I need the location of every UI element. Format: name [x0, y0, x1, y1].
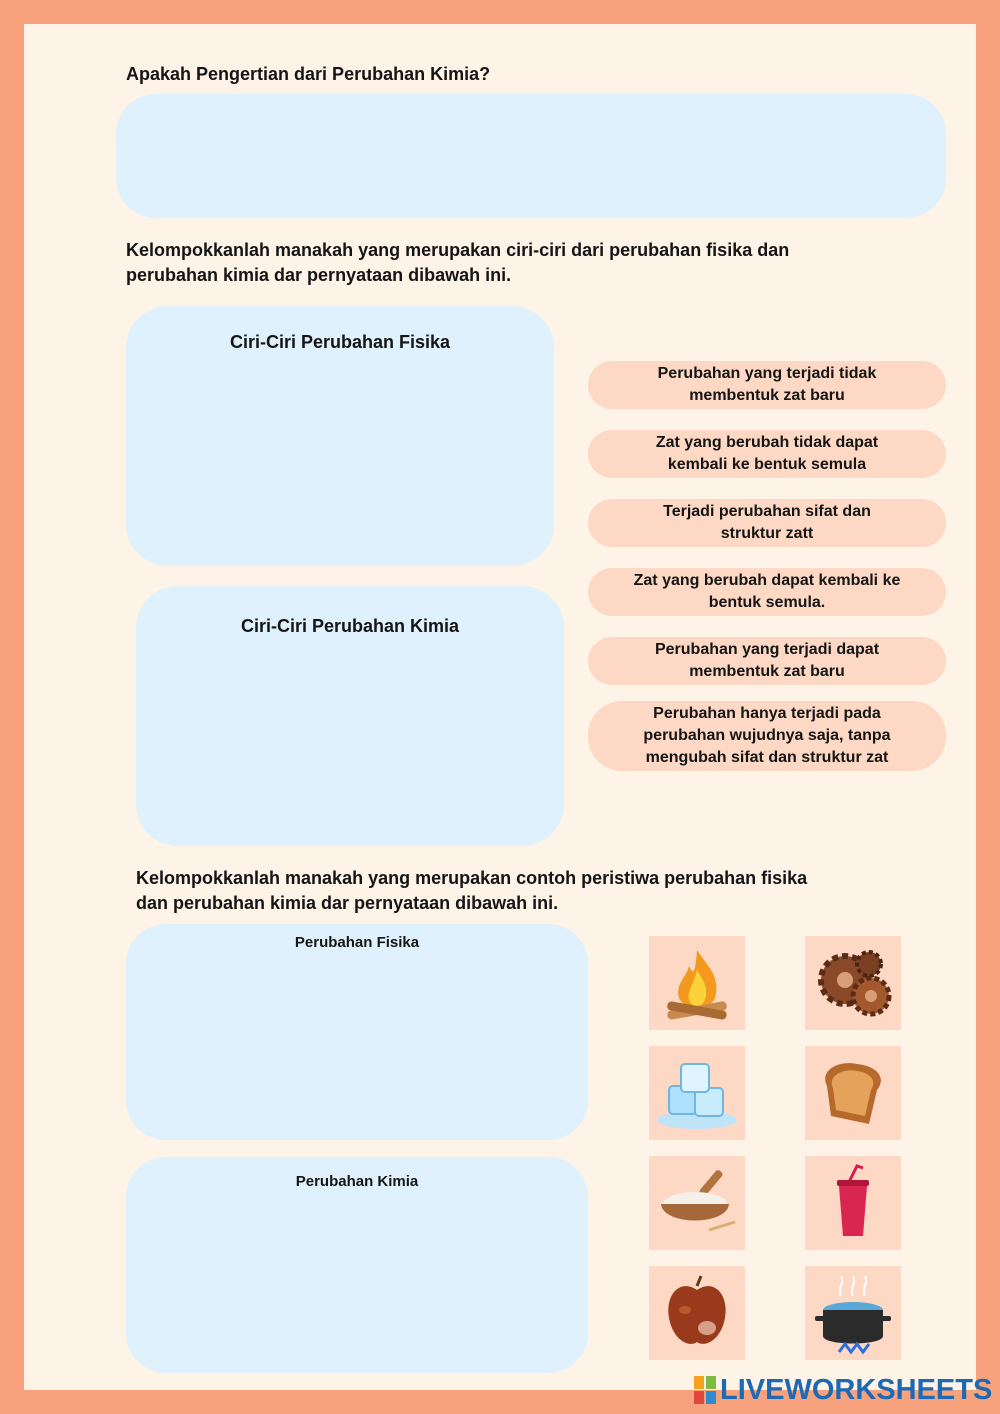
question-2-heading-line1: Kelompokkanlah manakah yang merupakan ciri-ciri dari perubahan fisika dan [126, 240, 790, 260]
answer-box-definition[interactable] [116, 94, 946, 218]
option-card-line: perubahan wujudnya saja, tanpa [643, 727, 891, 744]
option-card-line: Perubahan yang terjadi tidak [657, 365, 877, 382]
toast-icon [805, 1046, 901, 1140]
boiling-pot-icon [805, 1266, 901, 1360]
question-1-heading: Apakah Pengertian dari Perubahan Kimia? [126, 64, 491, 84]
drop-box-ciri-fisika-title: Ciri-Ciri Perubahan Fisika [229, 332, 451, 352]
option-card-line: Terjadi perubahan sifat dan [663, 503, 871, 520]
liveworksheets-wordmark: LIVEWORKSHEETS [720, 1373, 993, 1406]
question-3-heading-line2: dan perubahan kimia dar pernyataan dibawah ini. [136, 893, 559, 913]
option-card[interactable] [588, 637, 946, 685]
ice-cubes-tile[interactable] [649, 1046, 745, 1140]
flour-bowl-icon [649, 1156, 745, 1250]
question-3-heading-line1: Kelompokkanlah manakah yang merupakan contoh peristiwa perubahan fisika [136, 868, 808, 888]
drop-box-contoh-fisika-title: Perubahan Fisika [294, 934, 420, 951]
option-card-line: Perubahan hanya terjadi pada [653, 705, 881, 722]
option-card-line: kembali ke bentuk semula [667, 456, 867, 473]
worksheet-page [24, 24, 976, 1390]
campfire-icon [649, 936, 745, 1030]
boiling-pot-tile[interactable] [805, 1266, 901, 1360]
option-card-line: mengubah sifat dan struktur zat [645, 749, 889, 766]
drink-cup-icon [805, 1156, 901, 1250]
option-card[interactable] [588, 499, 946, 547]
question-2-heading [126, 238, 789, 288]
option-card-line: Zat yang berubah tidak dapat [655, 434, 879, 451]
rotten-apple-icon [649, 1266, 745, 1360]
option-card[interactable] [588, 701, 946, 771]
campfire-tile[interactable] [649, 936, 745, 1030]
drink-cup-tile[interactable] [805, 1156, 901, 1250]
rusty-gears-icon [805, 936, 901, 1030]
question-2-heading-line2: perubahan kimia dar pernyataan dibawah ini. [126, 265, 512, 285]
flour-bowl-tile[interactable] [649, 1156, 745, 1250]
drop-box-contoh-kimia[interactable] [126, 1157, 588, 1373]
drop-box-ciri-kimia[interactable] [136, 586, 564, 846]
rotten-apple-tile[interactable] [649, 1266, 745, 1360]
liveworksheets-brand [694, 1374, 992, 1406]
option-card[interactable] [588, 568, 946, 616]
liveworksheets-logo-icon [694, 1376, 716, 1404]
ice-cubes-icon [649, 1046, 745, 1140]
option-card-line: membentuk zat baru [689, 387, 845, 404]
option-card[interactable] [588, 430, 946, 478]
option-card-line: bentuk semula. [708, 594, 826, 611]
option-card[interactable] [588, 361, 946, 409]
drop-box-contoh-kimia-title: Perubahan Kimia [295, 1173, 419, 1190]
toast-tile[interactable] [805, 1046, 901, 1140]
question-3-heading [136, 866, 807, 916]
drop-box-contoh-fisika[interactable] [126, 924, 588, 1140]
option-card-line: struktur zatt [720, 525, 814, 542]
rusty-gears-tile[interactable] [805, 936, 901, 1030]
option-card-line: Zat yang berubah dapat kembali ke [633, 572, 901, 589]
option-card-line: Perubahan yang terjadi dapat [654, 641, 880, 658]
option-card-line: membentuk zat baru [689, 663, 845, 680]
drop-box-ciri-kimia-title: Ciri-Ciri Perubahan Kimia [240, 616, 460, 636]
drop-box-ciri-fisika[interactable] [126, 306, 554, 566]
